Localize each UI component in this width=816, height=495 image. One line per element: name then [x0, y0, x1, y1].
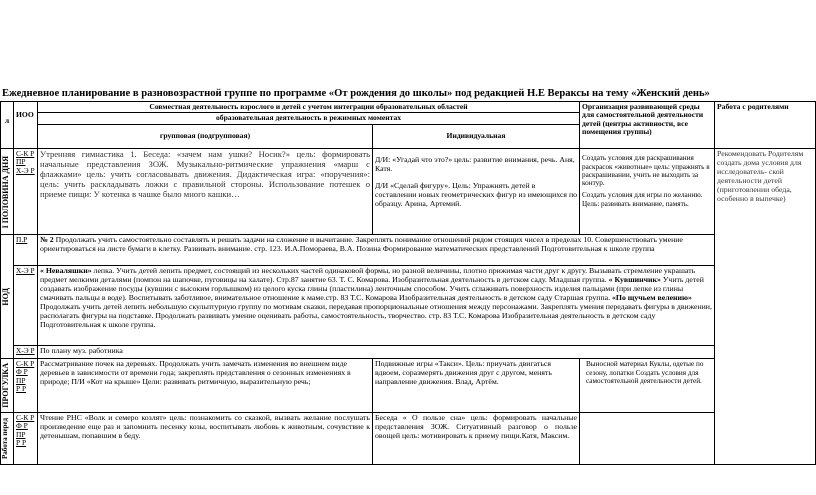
header-joint-activity: Совместная деятельность взрослого и детей с учетом интеграции образовательных областей: [38, 102, 580, 113]
nod-modelling: « Неваляшки» лепка. Учить детей лепить предмет, состоящий из нескольких частей одинаковой формы, но разной величины, плотно прижимая части друг к другу. Вызывать стремление украшать предмет мелкими деталями (помпон на шапочке, пуговицы на халате). Стр.87 занятие 63. Т. С. Комарова. Изобразительная деятельность в детском саду. Младшая группа. « Кувшинчик» Учить детей создавать изображение посуды (кувшин с высоким горлышком) из целого куска глины (пластилина) ленточным способом. Учить сглаживать поверхность изделия пальцами (при лепке из глины смачивать пальцы в воде). Воспитывать заботливое, внимательное отношение к маме.стр. 83 Т.С. Комарова Изобразительная деятельность в детском саду Старшая группа. «По щучьем велению» Продолжать учить детей лепить небольшую скульптурную группу по мотивам сказки, передавая пропорциональные отношения между персонажами. Закреплять умения передавать фигуры в движении, располагать фигуры на подставке. Продолжать развивать умение оценивать работы, самостоятельность, творчество. стр. 83 Т.С. Комарова Изобразительная деятельность в детском саду Подготовительная к школе группа.: [38, 266, 715, 346]
walk-group-activity: Рассматривание почек на деревьях. Продолжать учить замечать изменения во внешнем виде деревьев в зависимости от времени года; закреплять представления о сезонных изменениях в природе; П/И «Кот на крыше» Цели: развивать ритмичную, выразительную речь;: [38, 359, 373, 413]
nod-code-math: П.Р: [14, 235, 38, 266]
walk-codes: С-К Р Ф Р ПР Р Р: [14, 359, 38, 413]
row-label-nod: НОД: [1, 235, 14, 359]
nod-code-art: Х-Э Р: [14, 266, 38, 346]
evening-group-activity: Чтение РНС «Волк и семеро козлят» цель: познакомить со сказкой, вызвать желание послушать произведение еще раз и запомнить песенку козы, воспитывать любовь к животным, сочувствие к детенышам, попавшим в беду.: [38, 413, 373, 465]
header-col-l: л: [1, 102, 14, 149]
morning-group-activity: Утренняя гимнастика 1. Беседа: «зачем нам ушки? Носик?» цель: формировать начальные представления ЗОЖ. Музыкально-ритмические упражнения «марш с флажками» цель: учить согласовывать движения. Дидактическая игра: «поручения»: цель: учить раскладывать ложки с правильной стороны. Использование потешек о приеме пищи: У котенка в чашке было много кашки…: [38, 149, 373, 235]
evening-individual: Беседа « О пользе сна» цель: формировать начальные представления ЗОЖ. Ситуативный разговор о пользе овощей цель: мотивировать к приему пищи.Катя, Максим.: [373, 413, 580, 465]
header-individual: Индивидуальная: [373, 125, 580, 149]
nod-music: По плану муз. работника: [38, 346, 715, 359]
row-label-walk: ПРОГУЛКА: [1, 359, 14, 413]
walk-individual: Подвижные игры «Такси». Цель: приучать двигаться вдвоем, соразмерять движения друг с другом, менять направление движения. Влад, Артём.: [373, 359, 580, 413]
nod-code-music: Х-Э Р: [14, 346, 38, 359]
evening-environment: [580, 413, 715, 465]
evening-codes: С-К Р Ф Р ПР Р Р: [14, 413, 38, 465]
row-label-morning: I ПОЛОВИНА ДНЯ: [1, 149, 14, 235]
header-environment: Организация развивающей среды для самостоятельной деятельности детей (центры активности, все помещения группы): [580, 102, 715, 149]
morning-codes: С-К Р ПР Х-Э Р: [14, 149, 38, 235]
header-group: групповая (подгрупповая): [38, 125, 373, 149]
row-label-evening: Работа перед: [1, 413, 14, 465]
header-regime-activity: образовательная деятельность в режимных моментах: [38, 113, 580, 125]
parents-work: Рекомендовать Родителям создать дома условия для исследователь- ской деятельности детей (приготовлении обеда, особенно в выпечке): [715, 149, 816, 465]
planning-table: [0, 101, 816, 465]
walk-environment: Выносной материал Куклы, одетые по сезону, лопатки Создать условия для самостоятельной деятельности детей.: [580, 359, 715, 413]
header-ioo: ИОО: [14, 102, 38, 149]
morning-individual: Д/И: «Угадай что это?» цель: развитие внимания, речь. Аня, Катя. Д/И «Сделай фигуру». Цель: Упражнять детей в составлении новых геометрических фигур из имеющихся по образцу. Арина, Артемий.: [373, 149, 580, 235]
header-parents: Работа с родителями: [715, 102, 816, 149]
morning-environment: Создать условия для раскрашивания раскрасок «животные» цель: упражнять в раскрашивании, учить не выходить за контур. Создать условия для игры по желанию. Цель: развивать внимание, память.: [580, 149, 715, 235]
document-title: Ежедневное планирование в разновозрастной группе по программе «От рождения до школы» под редакцией Н.Е Вераксы на тему «Женский день»: [2, 88, 710, 99]
nod-math: № 2 Продолжать учить самостоятельно составлять и решать задачи на сложение и вычитание. Закреплять понимание отношений рядом стоящих чисел в пределах 10. Совершенствовать умение ориентироваться на листе бумаги в клетку. Развивать внимание. стр. 123. И.А.Помораева, В.А. Позина Формирование математических представлений Подготовительная к школе группа: [38, 235, 715, 266]
